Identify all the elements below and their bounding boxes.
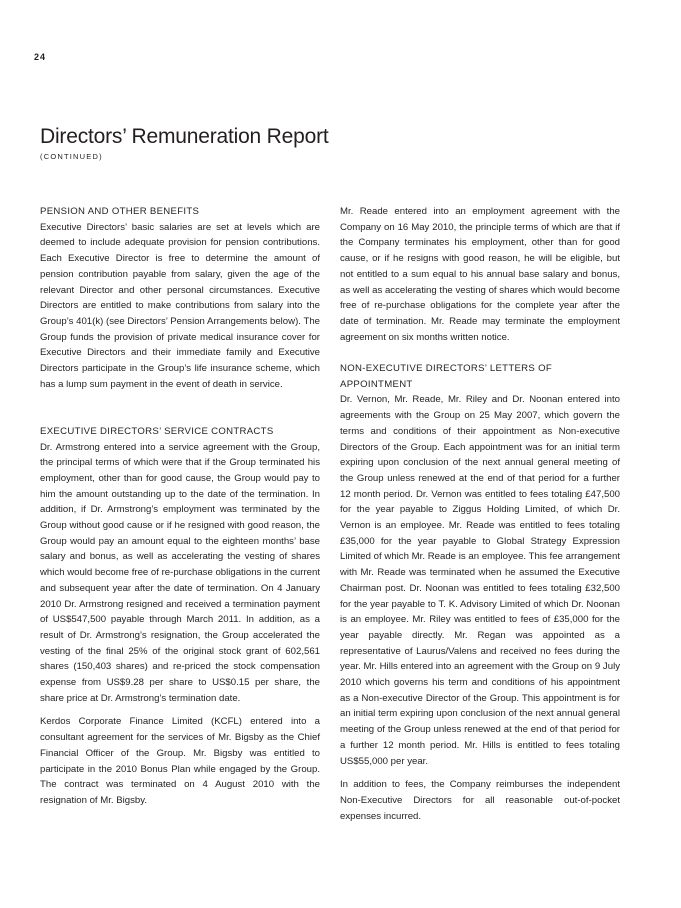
non-exec-paragraph-1: Dr. Vernon, Mr. Reade, Mr. Riley and Dr. Noonan entered into agreements with the Group on 25 May 2007, which govern the terms and conditions of their appointment as Non-executive Directors of the Group. Each appointment was for an initial term expiring upon conclusion of the next annual general meeting of the Group unless renewed at the end of that period for a further 12 month period. Dr. Vernon was entitled to fees totaling £47,500 for the year payable to Ziggus Holding Limited, of which Dr. Vernon is an employee. Mr. Reade was entitled to fees totaling £35,000 for the year payable to Global Strategy Expression Limited of which Mr. Reade is an employee. This fee arrangement with Mr. Reade was terminated when he assumed the Executive Chairman post. Dr. Noonan was entitled to fees totaling £32,500 for the year payable to T. K. Advisory Limited of which Dr. Noonan is an employee. Mr. Riley was entitled to fees of £35,000 for the year payable directly. Mr. Regan was appointed as a representative of Laurus/Valens and received no fees during the year. Mr. Hills entered into an agreement with the Group on 9 July 2010 which governs his term and conditions of his appointment as a Non-executive Director of the Group. This appointment is for an initial term expiring upon conclusion of the next annual general meeting of the Group unless renewed at the end of that period for a further 12 month period. Mr. Hills is entitled to fees totaling US$55,000 per year. (340, 394, 620, 767)
reade-agreement-paragraph: Mr. Reade entered into an employment agreement with the Company on 16 May 2010, the principle terms of which are that if the Company terminates his employment, other than for good cause, or if he resigns with good reason, he will be eligible, but not entitled to a sum equal to his annual base salary and bonus, as well as accelerating the vesting of shares which would become free of re-purchase obligations for the complete year after the date of termination. Mr. Reade may terminate the employment agreement on six months written notice. (340, 206, 620, 343)
service-contracts-paragraph-1: Dr. Armstrong entered into a service agreement with the Group, the principal terms of which were that if the Group terminated his employment, other than for good cause, the Group would pay to him the amount outstanding up to the date of the termination. In addition, if Dr. Armstrong’s employment was terminated by the Group without good cause or if he resigned with good reason, the Group would pay an amount equal to the eighteen months’ base salary and bonus, as well as accelerating the vesting of shares which would become free of re-purchase obligations in the current and subsequent year after the date of termination. On 4 January 2010 Dr. Armstrong resigned and received a termination payment of US$547,500 payable through March 2011. In addition, as a result of Dr. Armstrong’s resignation, the Group accelerated the vesting of the final 25% of the original stock grant of 602,561 shares (150,403 shares) and re-priced the stock compensation expense from US$9.28 per share to US$0.15 per share, the share price at Dr. Armstrong’s termination date. (40, 441, 320, 704)
left-column (40, 204, 320, 809)
page-subtitle: (CONTINUED) (40, 152, 103, 161)
service-contracts-paragraph-2: Kerdos Corporate Finance Limited (KCFL) entered into a consultant agreement for the services of Mr. Bigsby as the Chief Financial Officer of the Group. Mr. Bigsby was entitled to participate in the 2010 Bonus Plan while engaged by the Group. The contract was terminated on 4 August 2010 with the resignation of Mr. Bigsby. (40, 716, 320, 806)
page-number: 24 (34, 52, 47, 62)
section-heading-pension: PENSION AND OTHER BENEFITS (40, 206, 200, 217)
page-title: Directors’ Remuneration Report (40, 125, 329, 148)
right-column (340, 204, 620, 824)
section-heading-service-contracts: EXECUTIVE DIRECTORS’ SERVICE CONTRACTS (40, 425, 274, 437)
pension-paragraph: Executive Directors’ basic salaries are set at levels which are deemed to include adequate provision for pension contributions. Each Executive Director is free to determine the amount of pension contribution payable from salary, given the age of the relevant Director and other personal circumstances. Executive Directors are entitled to make contributions from salary into the Group’s 401(k) (see Directors’ Pension Arrangements below). The Group funds the provision of private medical insurance cover for Executive Directors and their immediate family and Executive Directors participate in the Group’s life insurance scheme, which has a lump sum payment in the event of death in service. (40, 221, 320, 390)
section-heading-non-exec: NON-EXECUTIVE DIRECTORS’ LETTERS OF APPOINTMENT (340, 363, 552, 390)
non-exec-paragraph-2: In addition to fees, the Company reimburses the independent Non-Executive Directors for all reasonable out-of-pocket expenses incurred. (340, 779, 620, 822)
